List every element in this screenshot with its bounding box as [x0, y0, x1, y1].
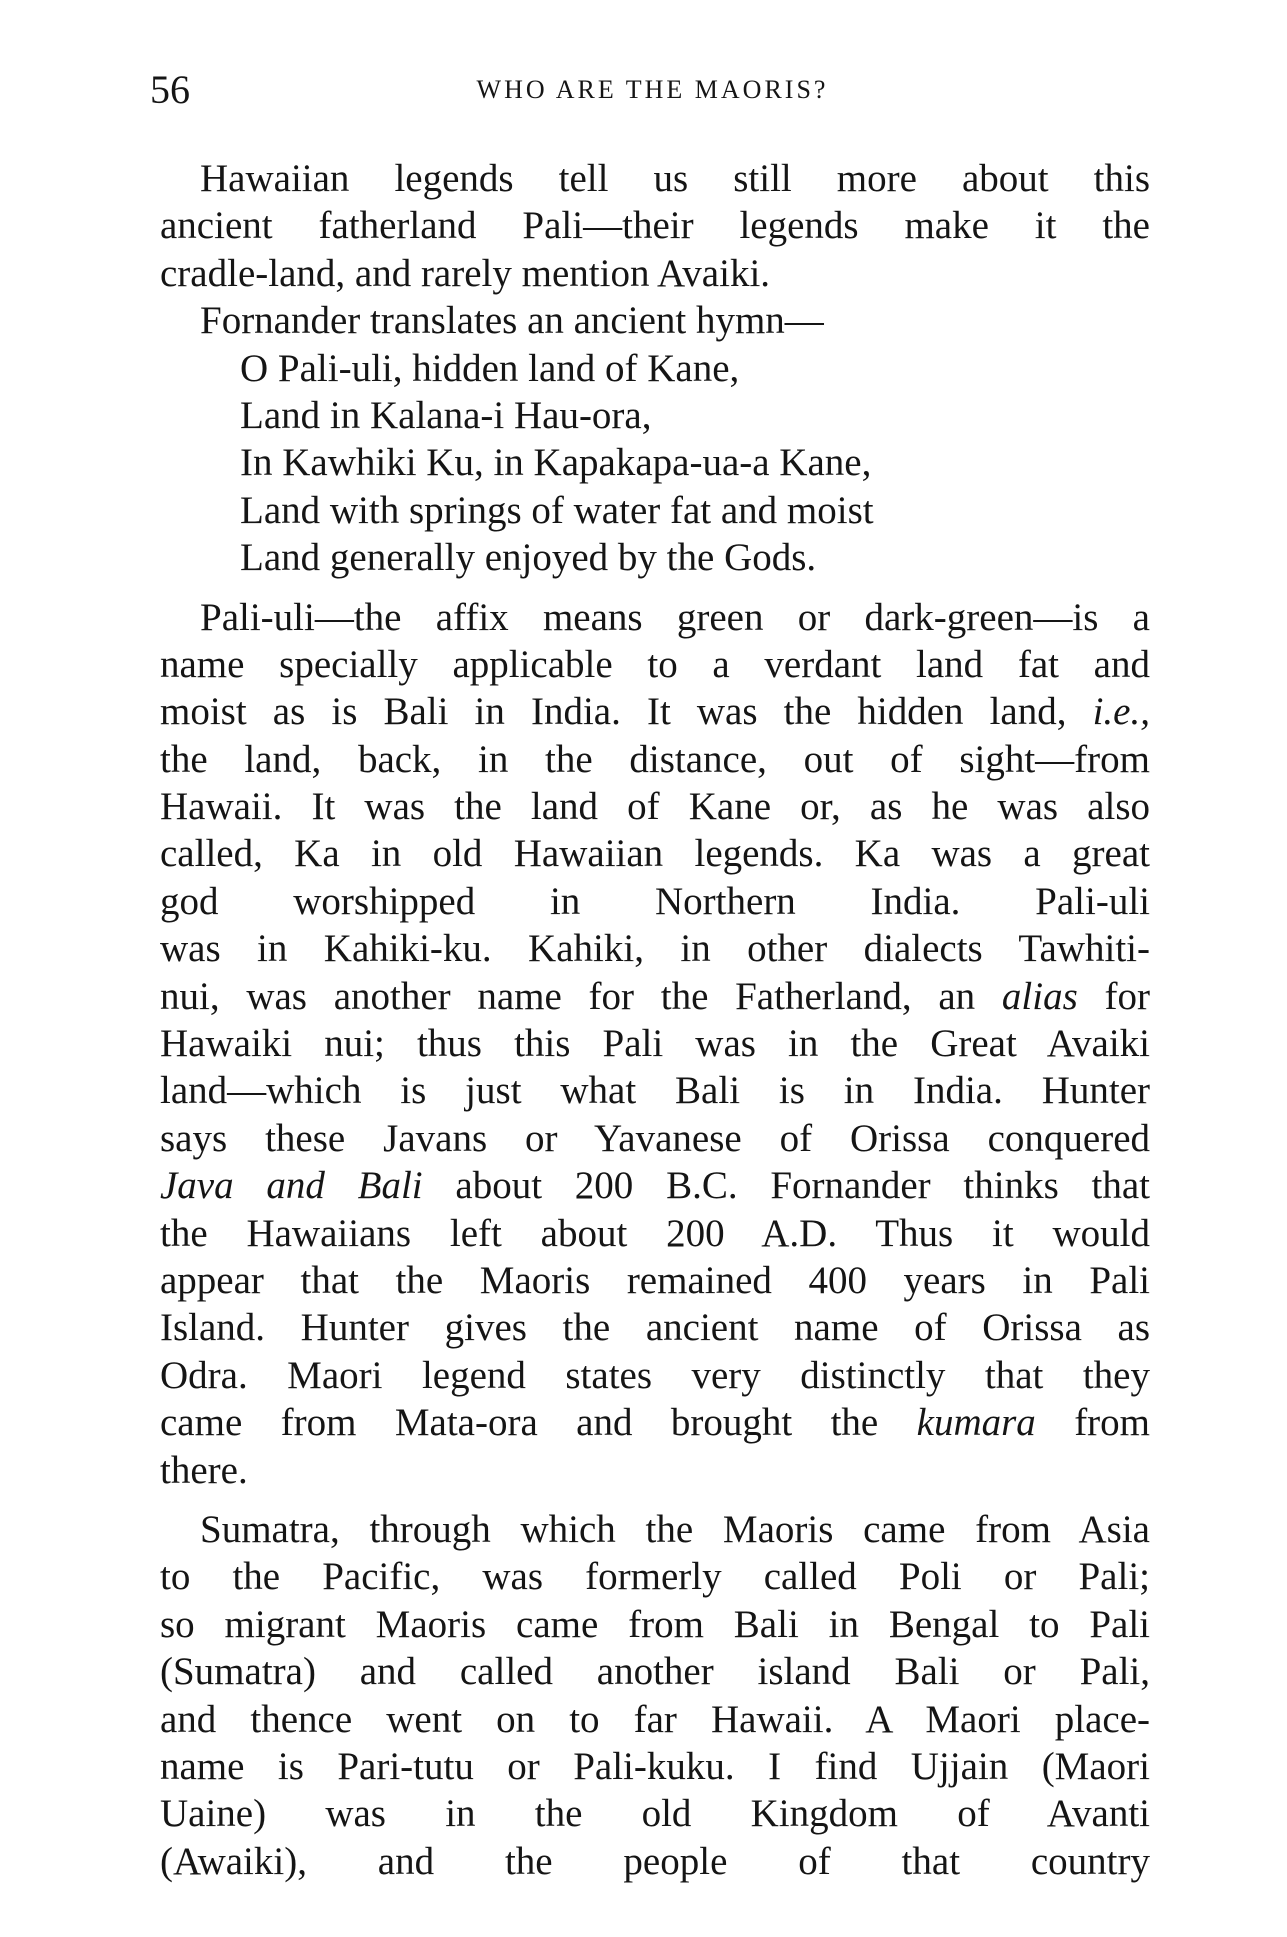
text-line: Island. Hunter gives the ancient name of Orissa as: [160, 1306, 1150, 1350]
text-line: Fornander translates an ancient hymn—: [200, 299, 824, 343]
verse-line: Land generally enjoyed by the Gods.: [240, 536, 817, 580]
text-line: there.: [160, 1448, 248, 1492]
page-body: [160, 155, 1150, 1885]
text-line: god worshipped in Northern India. Pali-uli: [160, 879, 1150, 923]
text-line: name specially applicable to a verdant land fat and: [160, 642, 1150, 686]
verse-line: Land with springs of water fat and moist: [240, 488, 874, 532]
text-segment: moist as is Bali in India. It was the hidden land,: [160, 690, 1093, 734]
text-line: appear that the Maoris remained 400 years in Pali: [160, 1258, 1150, 1302]
text-line: the land, back, in the distance, out of sight—from: [160, 737, 1150, 781]
italic-text: kumara: [916, 1401, 1036, 1445]
page-header: [150, 60, 1155, 120]
verse-line: Land in Kalana-i Hau-ora,: [240, 393, 652, 437]
text-line: and thence went on to far Hawaii. A Maori place-: [160, 1697, 1150, 1741]
text-line: [160, 1399, 1150, 1446]
text-line: name is Pari-tutu or Pali-kuku. I find Ujjain (Maori: [160, 1744, 1150, 1788]
italic-text: alias: [1001, 974, 1078, 1018]
text-line: Pali-uli—the affix means green or dark-green—is a: [200, 595, 1150, 639]
text-line: (Awaiki), and the people of that country: [160, 1839, 1150, 1883]
text-line: was in Kahiki-ku. Kahiki, in other dialects Tawhiti-: [160, 927, 1150, 971]
text-line: Uaine) was in the old Kingdom of Avanti: [160, 1792, 1150, 1836]
running-title: WHO ARE THE MAORIS?: [476, 75, 829, 104]
text-line: says these Javans or Yavanese of Orissa conquered: [160, 1116, 1150, 1160]
text-segment: came from Mata-ora and brought the: [160, 1401, 917, 1445]
text-line: Sumatra, through which the Maoris came from Asia: [200, 1507, 1150, 1551]
text-line: Odra. Maori legend states very distinctly that they: [160, 1353, 1150, 1397]
text-segment: nui, was another name for the Fatherland, an: [160, 974, 1002, 1018]
text-segment: for: [1077, 974, 1150, 1018]
page-number: 56: [150, 67, 190, 112]
text-line: cradle-land, and rarely mention Avaiki.: [160, 251, 771, 295]
text-line: called, Ka in old Hawaiian legends. Ka was a great: [160, 832, 1150, 876]
text-line: [160, 1162, 1150, 1209]
text-line: [160, 688, 1150, 735]
verse-line: In Kawhiki Ku, in Kapakapa-ua-a Kane,: [240, 441, 872, 485]
text-line: Hawaiian legends tell us still more about this: [200, 157, 1150, 200]
text-line: ancient fatherland Pali—their legends make it the: [160, 204, 1150, 248]
italic-text: Java and Bali: [160, 1164, 423, 1208]
text-line: to the Pacific, was formerly called Poli or Pali;: [160, 1555, 1150, 1599]
text-line: the Hawaiians left about 200 A.D. Thus it would: [160, 1211, 1150, 1255]
text-line: so migrant Maoris came from Bali in Bengal to Pali: [160, 1602, 1150, 1646]
text-line: Hawaii. It was the land of Kane or, as he was also: [160, 785, 1150, 829]
text-line: (Sumatra) and called another island Bali or Pali,: [160, 1650, 1150, 1694]
text-segment: about 200 B.C. Fornander thinks that: [422, 1164, 1150, 1208]
text-line: Hawaiki nui; thus this Pali was in the Great Avaiki: [160, 1022, 1150, 1066]
text-line: [160, 973, 1150, 1020]
italic-text: i.e.,: [1092, 690, 1150, 734]
text-segment: from: [1035, 1401, 1150, 1445]
text-line: land—which is just what Bali is in India. Hunter: [160, 1069, 1150, 1113]
verse-line: O Pali-uli, hidden land of Kane,: [240, 346, 740, 390]
